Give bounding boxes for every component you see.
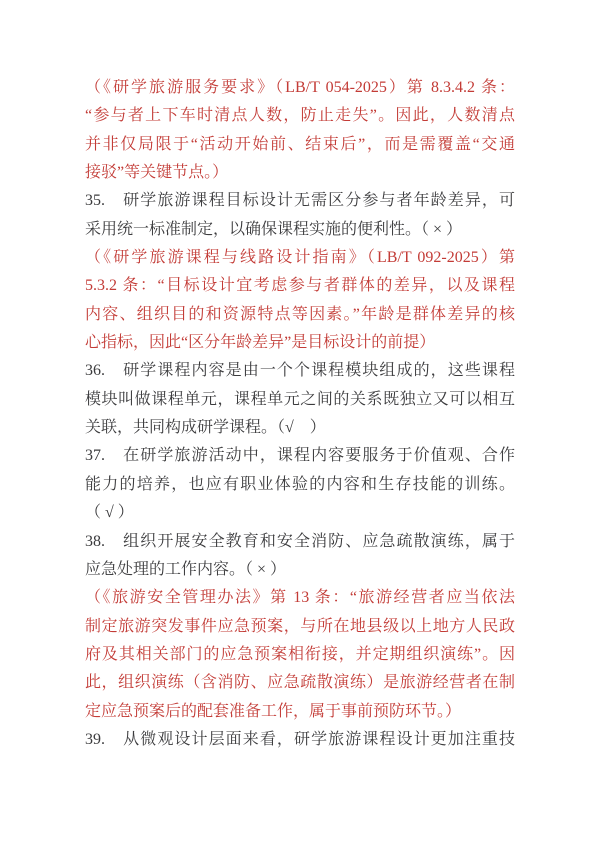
question-line: 36. 研学课程内容是由一个个课程模块组成的，这些课程 bbox=[85, 362, 515, 380]
annotation-line: “参与者上下车时清点人数，防止走失”。因此，人数清点 bbox=[85, 107, 515, 125]
annotation-line: （《旅游安全管理办法》第 13 条：“旅游经营者应当依法 bbox=[85, 589, 515, 607]
question-line: 38. 组织开展安全教育和安全消防、应急疏散演练，属于 bbox=[85, 532, 515, 550]
question-line: 关联，共同构成研学课程。（√ ） bbox=[85, 419, 326, 437]
annotation-line: 定应急预案后的配套准备工作，属于事前预防环节。） bbox=[85, 702, 462, 720]
question-line: 能力的培养，也应有职业体验的内容和生存技能的训练。 bbox=[85, 475, 515, 493]
annotation-line: 并非仅局限于“活动开始前、结束后”，而是需覆盖“交通 bbox=[85, 135, 515, 153]
annotation-line: （《研学旅游课程与线路设计指南》（LB/T 092-2025）第 bbox=[85, 249, 515, 267]
question-line: 应急处理的工作内容。（ × ） bbox=[85, 560, 287, 578]
annotation-line: 接驳”等关键节点。） bbox=[85, 164, 229, 182]
annotation-line: 5.3.2 条：“目标设计宜考虑参与者群体的差异，以及课程 bbox=[85, 277, 515, 295]
annotation-line: （《研学旅游服务要求》（LB/T 054-2025）第 8.3.4.2 条： bbox=[85, 79, 515, 96]
document-content bbox=[85, 74, 515, 754]
annotation-line: 府及其相关部门的应急预案相衔接，并定期组织演练”。因 bbox=[85, 645, 515, 663]
question-line: （ √ ） bbox=[85, 504, 134, 522]
question-line: 模块叫做课程单元，课程单元之间的关系既独立又可以相互 bbox=[85, 390, 515, 408]
question-line: 采用统一标准制定，以确保课程实施的便利性。（ × ） bbox=[85, 220, 463, 238]
question-line: 37. 在研学旅游活动中，课程内容要服务于价值观、合作 bbox=[85, 447, 515, 465]
annotation-line: 内容、组织目的和资源特点等因素。”年龄是群体差异的核 bbox=[85, 305, 515, 323]
question-line: 39. 从微观设计层面来看，研学旅游课程设计更加注重技 bbox=[85, 730, 515, 748]
annotation-line: 制定旅游突发事件应急预案，与所在地县级以上地方人民政 bbox=[85, 617, 515, 635]
annotation-line: 此，组织演练（含消防、应急疏散演练）是旅游经营者在制 bbox=[85, 674, 515, 692]
annotation-line: 心指标，因此“区分年龄差异”是目标设计的前提） bbox=[85, 334, 436, 352]
question-line: 35. 研学旅游课程目标设计无需区分参与者年龄差异，可 bbox=[85, 192, 515, 210]
